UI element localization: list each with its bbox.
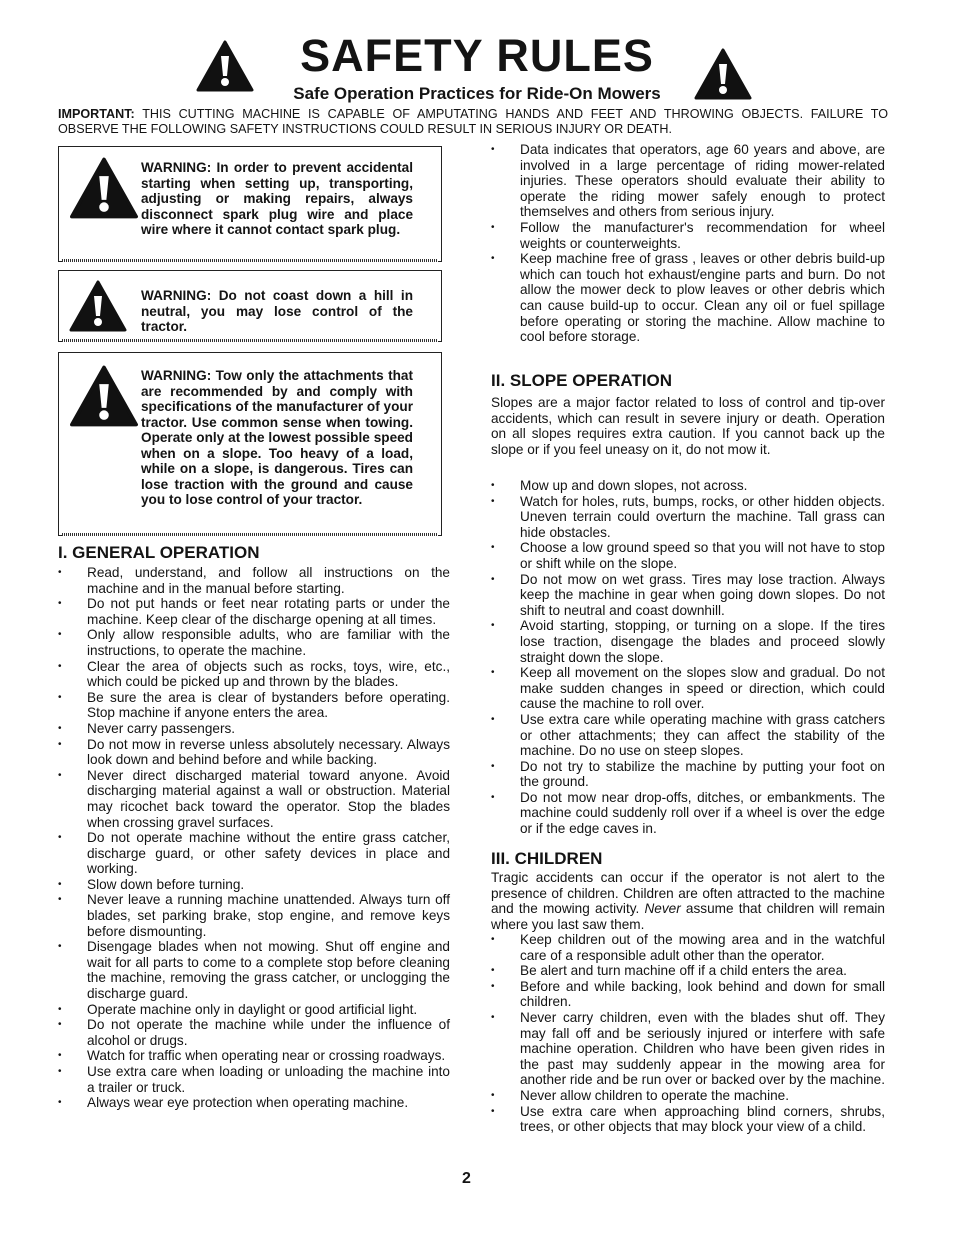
list-item: • Keep children out of the mowing area and in the watchful care of a responsible adult other than the operator. xyxy=(491,932,885,963)
list-item: • Avoid starting, stopping, or turning on a slope. If the tires lose traction, disengage the blades and proceed slowly straight down the slope. xyxy=(491,618,885,665)
important-notice xyxy=(58,107,888,136)
children-list xyxy=(491,932,885,1135)
warning-triangle-icon xyxy=(69,157,139,224)
list-item: • Before and while backing, look behind and down for small children. xyxy=(491,979,885,1010)
warning-triangle-icon xyxy=(69,280,127,337)
warning-triangle-icon xyxy=(69,365,139,432)
slope-operation-heading: II. SLOPE OPERATION xyxy=(491,371,673,390)
general-operation-list xyxy=(58,565,450,1111)
list-item: • Do not put hands or feet near rotating parts or under the machine. Keep clear of the discharge opening at all times. xyxy=(58,596,450,627)
list-item: • Never carry children, even with the blades shut off. They may fall off and be seriously injured or interfere with safe machine operation. Children who have been given rides in the past may suddenly appear in the mowing area for another ride and be run over or backed over by the machine. xyxy=(491,1010,885,1088)
list-item: • Data indicates that operators, age 60 years and above, are involved in a large percentage of riding mower-related injuries. These operators should evaluate their ability to operate the riding mower safely enough to protect themselves and others from serious injury. xyxy=(491,142,885,220)
list-item: • Never direct discharged material toward anyone. Avoid discharging material against a wall or obstruction. Material may ricochet back toward the operator. Stop the blades when crossing gravel surfaces. xyxy=(58,768,450,830)
list-item: • Clear the area of objects such as rocks, toys, wire, etc., which could be picked up and thrown by the blades. xyxy=(58,659,450,690)
page-subtitle: Safe Operation Practices for Ride-On Mowers xyxy=(293,84,661,103)
list-item: • Do not operate the machine while under the influence of alcohol or drugs. xyxy=(58,1017,450,1048)
warning-box-2 xyxy=(58,270,442,342)
list-item: • Do not try to stabilize the machine by putting your foot on the ground. xyxy=(491,759,885,790)
children-intro xyxy=(491,870,885,932)
list-item: • Only allow responsible adults, who are familiar with the instructions, to operate the machine. xyxy=(58,627,450,658)
list-item: • Use extra care while operating machine with grass catchers or other attachments; they can affect the stability of the machine. Do no use on steep slopes. xyxy=(491,712,885,759)
children-intro-emphasis: Never xyxy=(644,901,681,917)
list-item: • Keep machine free of grass , leaves or other debris build-up which can touch hot exhaust/engine parts and burn. Do not allow the mower deck to plow leaves or other debris which can cause build-up to occur. Clean any oil or fuel spillage before operating or storing the machine. Allow machine to cool before storage. xyxy=(491,251,885,345)
important-label: IMPORTANT: xyxy=(58,107,135,121)
slope-intro: Slopes are a major factor related to loss of control and tip-over accidents, which can result in severe injury or death. Operation on all slopes requires extra caution. If you cannot back up the slope or if you feel uneasy on it, do not mow it. xyxy=(491,395,885,457)
list-item: • Do not mow near drop-offs, ditches, or embankments. The machine could suddenly roll over if a wheel is over the edge or if the edge caves in. xyxy=(491,790,885,837)
list-item: • Watch for traffic when operating near or crossing roadways. xyxy=(58,1048,450,1064)
warning-box-1 xyxy=(58,146,442,262)
warning-text-1: WARNING: In order to prevent accidental starting when setting up, transporting, adjusting or making repairs, always disconnect spark plug wire and place wire where it cannot contact spark plug. xyxy=(141,160,413,237)
list-item: • Follow the manufacturer's recommendation for wheel weights or counterweights. xyxy=(491,220,885,251)
warning-box-3 xyxy=(58,352,442,536)
page-number: 2 xyxy=(462,1170,471,1187)
list-item: • Watch for holes, ruts, bumps, rocks, or other hidden objects. Uneven terrain could overturn the machine. Tall grass can hide obstacles. xyxy=(491,494,885,541)
list-item: • Keep all movement on the slopes slow and gradual. Do not make sudden changes in speed or direction, which could cause the machine to roll over. xyxy=(491,665,885,712)
list-item: • Be sure the area is clear of bystanders before operating. Stop machine if anyone enters the area. xyxy=(58,690,450,721)
list-item: • Be alert and turn machine off if a child enters the area. xyxy=(491,963,885,979)
warning-text-3: WARNING: Tow only the attachments that are recommended by and comply with specifications of the manufacturer of your tractor. Use common sense when towing. Operate only at the lowest possible speed when on a slope. Too heavy of a load, while on a slope, is dangerous. Tires can lose traction with the ground and cause you to lose control of your tractor. xyxy=(141,368,413,507)
slope-operation-list xyxy=(491,478,885,837)
general-operation-heading: I. GENERAL OPERATION xyxy=(58,543,260,562)
list-item: • Disengage blades when not mowing. Shut off engine and wait for all parts to come to a complete stop before cleaning the machine, removing the grass catcher, or unclogging the discharge guard. xyxy=(58,939,450,1001)
children-intro-text: Tragic accidents can occur if the operator is not alert to the presence of children. Children are often attracted to the machine and the mowing activity. xyxy=(491,870,885,917)
list-item: • Never leave a running machine unattended. Always turn off blades, set parking brake, stop engine, and remove keys before dismounting. xyxy=(58,892,450,939)
list-item: • Always wear eye protection when operating machine. xyxy=(58,1095,450,1111)
list-item: • Use extra care when approaching blind corners, shrubs, trees, or other objects that may block your view of a child. xyxy=(491,1104,885,1135)
list-item: • Never carry passengers. xyxy=(58,721,450,737)
list-item: • Do not mow on wet grass. Tires may lose traction. Always keep the machine in gear when going down slopes. Do not shift to neutral and coast downhill. xyxy=(491,572,885,619)
warning-text-2: WARNING: Do not coast down a hill in neutral, you may lose control of the tractor. xyxy=(141,288,413,334)
list-item: • Choose a low ground speed so that you will not have to stop or shift while on the slope. xyxy=(491,540,885,571)
important-text: THIS CUTTING MACHINE IS CAPABLE OF AMPUTATING HANDS AND FEET AND THROWING OBJECTS. FAILURE TO OBSERVE THE FOLLOWING SAFETY INSTRUCTIONS COULD RESULT IN SERIOUS INJURY OR DEATH. xyxy=(58,107,888,136)
page-title: SAFETY RULES xyxy=(300,30,654,81)
children-heading: III. CHILDREN xyxy=(491,849,603,868)
list-item: • Do not operate machine without the entire grass catcher, discharge guard, or other safety devices in place and working. xyxy=(58,830,450,877)
list-item: • Mow up and down slopes, not across. xyxy=(491,478,885,494)
list-item: • Read, understand, and follow all instructions on the machine and in the manual before starting. xyxy=(58,565,450,596)
list-item: • Slow down before turning. xyxy=(58,877,450,893)
continued-general-list xyxy=(491,142,885,345)
list-item: • Use extra care when loading or unloading the machine into a trailer or truck. xyxy=(58,1064,450,1095)
list-item: • Never allow children to operate the machine. xyxy=(491,1088,885,1104)
list-item: • Do not mow in reverse unless absolutely necessary. Always look down and behind before and while backing. xyxy=(58,737,450,768)
list-item: • Operate machine only in daylight or good artificial light. xyxy=(58,1002,450,1018)
children-intro-text-end: assume that children will remain where you last saw them. xyxy=(491,901,885,932)
